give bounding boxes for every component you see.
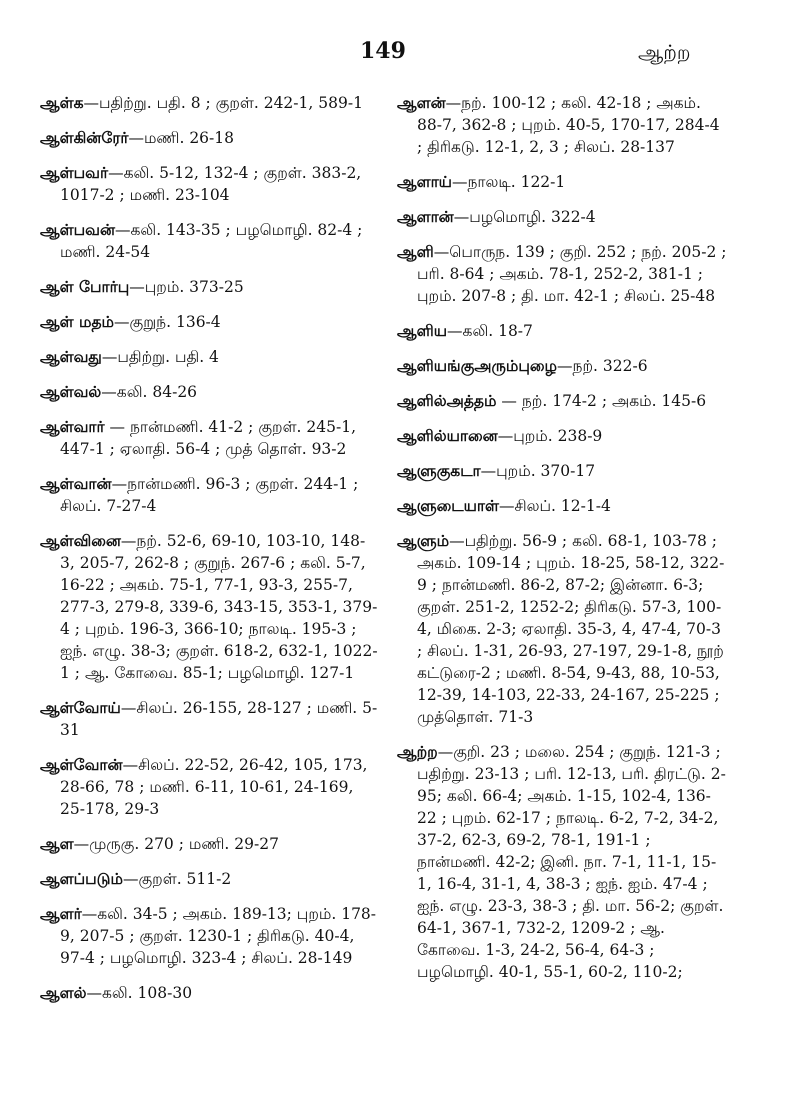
index-entry xyxy=(397,425,727,447)
index-entry xyxy=(397,530,727,728)
index-entry xyxy=(397,320,727,342)
entry-headword: ஆள xyxy=(40,834,74,853)
index-entry xyxy=(40,473,378,517)
entry-headword: ஆளில்அத்தம் xyxy=(397,391,497,410)
index-entry xyxy=(40,697,378,741)
entry-references: —நாலடி. 122-1 xyxy=(451,173,566,191)
entry-references: —கலி. 143-35 ; பழமொழி. 82-4 ; மணி. 24-54 xyxy=(60,221,363,261)
index-entry xyxy=(40,416,378,460)
right-column xyxy=(397,92,727,996)
entry-references: —பதிற்று. பதி. 8 ; குறள். 242-1, 589-1 xyxy=(83,94,363,112)
entry-headword: ஆளி xyxy=(397,242,434,261)
entry-headword: ஆற்ற xyxy=(397,742,438,761)
entry-references: —முருகு. 270 ; மணி. 29-27 xyxy=(73,835,279,853)
running-head: ஆற்ற xyxy=(638,40,691,64)
index-entry xyxy=(40,311,378,333)
entry-references: —கலி. 84-26 xyxy=(101,383,198,401)
entry-references: —நற். 100-12 ; கலி. 42-18 ; அகம். 88-7, 362-8 ; புறம். 40-5, 170-17, 284-4 ; திரிகடு. 12-1, 2, 3 ; சிலப். 28-137 xyxy=(417,94,720,156)
entry-references: — நற். 174-2 ; அகம். 145-6 xyxy=(496,392,707,410)
entry-headword: ஆள்வார் xyxy=(40,417,105,436)
index-entry xyxy=(397,241,727,307)
index-entry xyxy=(397,460,727,482)
entry-headword: ஆளாய் xyxy=(397,172,452,191)
entry-references: —சிலப். 22-52, 26-42, 105, 173, 28-66, 78 ; மணி. 6-11, 10-61, 24-169, 25-178, 29-3 xyxy=(60,756,368,818)
entry-references: —புறம். 238-9 xyxy=(497,427,603,445)
entry-references: —கலி. 5-12, 132-4 ; குறள். 383-2, 1017-2 ; மணி. 23-104 xyxy=(60,164,362,204)
index-entry xyxy=(397,206,727,228)
index-entry xyxy=(40,903,378,969)
entry-references: —நான்மணி. 96-3 ; குறள். 244-1 ; சிலப். 7-27-4 xyxy=(60,475,359,515)
entry-references: — நான்மணி. 41-2 ; குறள். 245-1, 447-1 ; ஏலாதி. 56-4 ; முத் தொள். 93-2 xyxy=(60,418,357,458)
entry-references: —பொருந. 139 ; குறி. 252 ; நற். 205-2 ; பரி. 8-64 ; அகம். 78-1, 252-2, 381-1 ; புறம். 207-8 ; தி. மா. 42-1 ; சிலப். 25-48 xyxy=(417,243,727,305)
index-entry xyxy=(40,381,378,403)
entry-headword: ஆளன் xyxy=(397,93,446,112)
entry-headword: ஆள்வோன் xyxy=(40,755,123,774)
index-entry xyxy=(40,92,378,114)
entry-references: —பதிற்று. 56-9 ; கலி. 68-1, 103-78 ; அகம். 109-14 ; புறம். 18-25, 58-12, 322-9 ; நான்மணி. 86-2, 87-2; இன்னா. 6-3; குறள். 251-2, 1252-2; திரிகடு. 57-3, 100-4, மிகை. 2-3; ஏலாதி. 35-3, 4, 47-4, 70-3 ; சிலப். 1-31, 26-93, 27-197, 29-1-8, நூற் கட்டுரை-2 ; மணி. 8-54, 9-43, 88, 10-53, 12-39, 14-103, 22-33, 24-167, 25-225 ; முத்தொள். 71-3 xyxy=(417,532,725,726)
entry-references: —கலி. 108-30 xyxy=(86,984,193,1002)
entry-references: —குறள். 511-2 xyxy=(122,870,232,888)
entry-headword: ஆள்வான் xyxy=(40,474,112,493)
index-entry xyxy=(397,741,727,983)
entry-headword: ஆள்வது xyxy=(40,347,102,366)
entry-headword: ஆள்வோய் xyxy=(40,698,121,717)
entry-headword: ஆள்க xyxy=(40,93,84,112)
entry-references: —கலி. 34-5 ; அகம். 189-13; புறம். 178-9, 207-5 ; குறள். 1230-1 ; திரிகடு. 40-4, 97-4 ; பழமொழி. 323-4 ; சிலப். 28-149 xyxy=(60,905,377,967)
entry-references: —பதிற்று. பதி. 4 xyxy=(101,348,219,366)
index-entry xyxy=(397,355,727,377)
entry-headword: ஆள்பவன் xyxy=(40,220,115,239)
entry-references: —புறம். 373-25 xyxy=(129,278,244,296)
entry-headword: ஆளர் xyxy=(40,904,82,923)
entry-references: —புறம். 370-17 xyxy=(480,462,596,480)
entry-headword: ஆள்வினை xyxy=(40,531,121,550)
index-entry xyxy=(397,390,727,412)
entry-references: —நற். 322-6 xyxy=(557,357,648,375)
entry-headword: ஆள் மதம் xyxy=(40,312,115,331)
index-entry xyxy=(40,754,378,820)
index-entry xyxy=(40,982,378,1004)
entry-headword: ஆளல் xyxy=(40,983,87,1002)
index-entry xyxy=(40,162,378,206)
index-entry xyxy=(40,530,378,684)
index-entry xyxy=(397,171,727,193)
entry-headword: ஆள்பவர் xyxy=(40,163,109,182)
entry-headword: ஆளுடையாள் xyxy=(397,496,499,515)
entry-headword: ஆள்கின்ரேர் xyxy=(40,128,129,147)
index-entry xyxy=(40,833,378,855)
entry-headword: ஆளியங்குஅரும்புழை xyxy=(397,356,558,375)
entry-references: —பழமொழி. 322-4 xyxy=(453,208,596,226)
page-number: 149 xyxy=(360,38,406,64)
entry-headword: ஆள்வல் xyxy=(40,382,102,401)
entry-references: —குறி. 23 ; மலை. 254 ; குறுந். 121-3 ; பதிற்று. 23-13 ; பரி. 12-13, பரி. திரட்டு. 2-95; கலி. 66-4; அகம். 1-15, 102-4, 136-22 ; புறம். 62-17 ; நாலடி. 6-2, 7-2, 34-2, 37-2, 62-3, 69-2, 78-1, 191-1 ; நான்மணி. 42-2; இனி. நா. 7-1, 11-1, 15-1, 16-4, 31-1, 4, 38-3 ; ஐந். ஐம். 47-4 ; ஐந். எழு. 23-3, 38-3 ; தி. மா. 56-2; குறள். 64-1, 367-1, 732-2, 1209-2 ; ஆ. கோவை. 1-3, 24-2, 56-4, 64-3 ; பழமொழி. 40-1, 55-1, 60-2, 110-2; xyxy=(417,743,726,981)
entry-headword: ஆளிய xyxy=(397,321,448,340)
index-entry xyxy=(40,276,378,298)
left-column xyxy=(40,92,378,1017)
entry-headword: ஆளுகுகடா xyxy=(397,461,481,480)
index-entry xyxy=(397,92,727,158)
entry-headword: ஆள் போர்பு xyxy=(40,277,130,296)
page-header xyxy=(0,38,800,78)
entry-references: —சிலப். 26-155, 28-127 ; மணி. 5-31 xyxy=(60,699,378,739)
index-entry xyxy=(40,868,378,890)
entry-references: —மணி. 26-18 xyxy=(128,129,235,147)
entry-headword: ஆளான் xyxy=(397,207,454,226)
entry-headword: ஆளப்படும் xyxy=(40,869,123,888)
entry-references: —கலி. 18-7 xyxy=(447,322,533,340)
entry-references: —நற். 52-6, 69-10, 103-10, 148-3, 205-7, 262-8 ; குறுந். 267-6 ; கலி. 5-7, 16-22 ; அகம். 75-1, 77-1, 93-3, 255-7, 277-3, 279-8, 339-6, 343-15, 353-1, 379-4 ; புறம். 196-3, 366-10; நாலடி. 195-3 ; ஐந். எழு. 38-3; குறள். 618-2, 632-1, 1022-1 ; ஆ. கோவை. 85-1; பழமொழி. 127-1 xyxy=(60,532,378,682)
index-entry xyxy=(40,219,378,263)
index-entry xyxy=(40,346,378,368)
entry-headword: ஆளும் xyxy=(397,531,450,550)
index-entry xyxy=(40,127,378,149)
index-entry xyxy=(397,495,727,517)
entry-references: —குறுந். 136-4 xyxy=(114,313,221,331)
entry-headword: ஆளில்யானை xyxy=(397,426,498,445)
entry-references: —சிலப். 12-1-4 xyxy=(498,497,611,515)
